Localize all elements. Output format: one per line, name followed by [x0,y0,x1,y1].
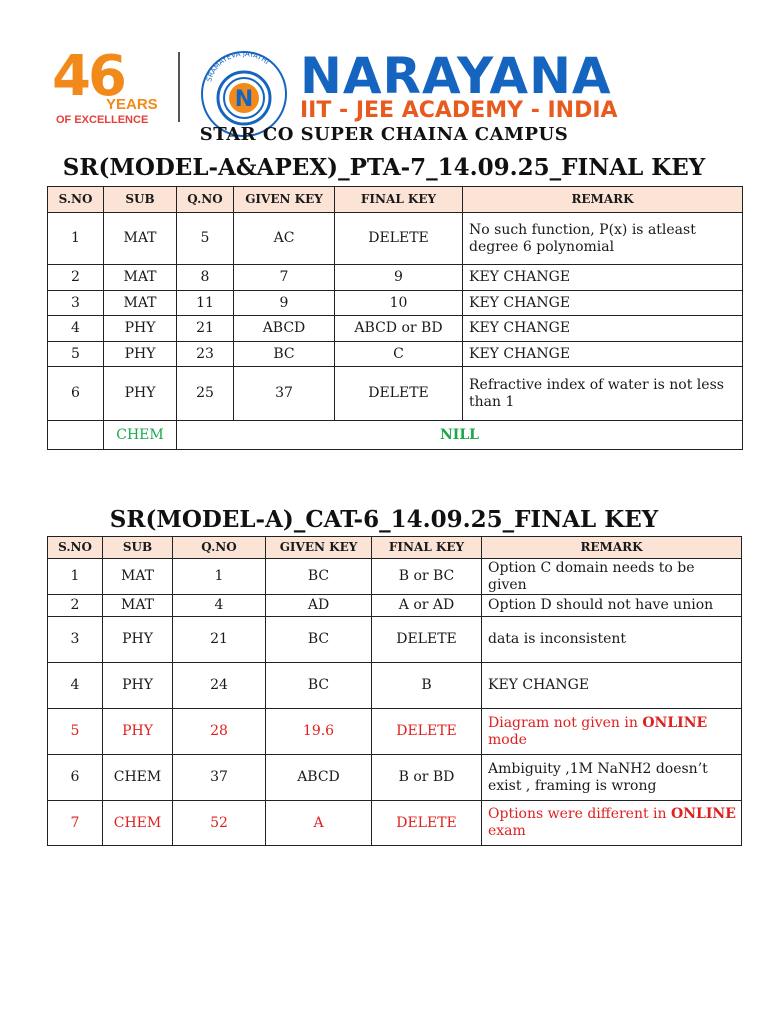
col-qno: Q.NO [177,187,234,213]
cell-sub: PHY [103,709,173,755]
table-row [48,617,742,663]
remark-online: ONLINE [642,714,708,731]
remark-online: ONLINE [671,806,736,822]
cell-remark [482,801,742,846]
col-given-key: GIVEN KEY [266,537,372,559]
cell-sno: 5 [48,342,104,367]
campus-name: STAR CO SUPER CHAINA CAMPUS [199,124,569,145]
cell-given-key: AD [266,595,372,617]
cell-remark [482,709,742,755]
col-sub: SUB [103,537,173,559]
table-row [48,755,742,801]
cell-given-key: 7 [234,265,335,291]
cell-remark: KEY CHANGE [482,663,742,709]
cell-final-key: DELETE [335,213,463,265]
cell-given-key: ABCD [234,316,335,342]
cell-sno: 3 [48,291,104,316]
cell-remark: No such function, P(x) is atleast degree 6 polynomial [463,213,743,265]
table2-title: SR(MODEL-A)_CAT-6_14.09.25_FINAL KEY [109,506,659,533]
cell-qno: 28 [173,709,266,755]
remark-text: Options were different in [488,806,672,822]
academy-name: IIT - JEE ACADEMY - INDIA [300,98,618,123]
cell-sub: MAT [103,595,173,617]
logo-number: 46 [52,44,124,109]
table-header-row [48,187,743,213]
cell-qno: 1 [173,559,266,595]
cell-final-key: DELETE [335,367,463,421]
cell-remark: Option D should not have union [482,595,742,617]
cell-sub: CHEM [103,755,173,801]
col-given-key: GIVEN KEY [234,187,335,213]
cell-sno: 7 [48,801,103,846]
divider [178,52,180,122]
cell-final-key: ABCD or BD [335,316,463,342]
table1-title: SR(MODEL-A&APEX)_PTA-7_14.09.25_FINAL KEY [62,154,706,181]
cell-given-key: 37 [234,367,335,421]
cell-sub: PHY [103,663,173,709]
table-row [48,265,743,291]
seal-motto: SRAMAYEVA JAYATHI [205,50,271,83]
cell-remark: KEY CHANGE [463,265,743,291]
cell-sno: 3 [48,617,103,663]
pta-final-key-table [47,186,743,450]
chem-row [48,421,743,450]
cell-qno: 25 [177,367,234,421]
cell-qno: 4 [173,595,266,617]
table-row [48,213,743,265]
cell-qno: 11 [177,291,234,316]
cell-given-key: AC [234,213,335,265]
table-row [48,595,742,617]
col-sno: S.NO [48,537,103,559]
table-row-highlighted [48,801,742,846]
cell-sub-chem: CHEM [104,421,177,450]
cell-sno [48,421,104,450]
cell-given-key: A [266,801,372,846]
cell-sno: 1 [48,559,103,595]
cell-qno: 37 [173,755,266,801]
cell-remark: Refractive index of water is not less than 1 [463,367,743,421]
cell-qno: 21 [173,617,266,663]
brand-name: NARAYANA [300,47,612,105]
col-final-key: FINAL KEY [372,537,482,559]
table-row-highlighted [48,709,742,755]
col-final-key: FINAL KEY [335,187,463,213]
cell-given-key: BC [266,559,372,595]
cell-sub: MAT [104,291,177,316]
table-row [48,342,743,367]
cell-final-key: A or AD [372,595,482,617]
cell-remark: Option C domain needs to be given [482,559,742,595]
seal-letter: N [234,87,254,112]
cell-given-key: 19.6 [266,709,372,755]
cell-sno: 4 [48,316,104,342]
cell-qno: 23 [177,342,234,367]
col-sno: S.NO [48,187,104,213]
cell-remark: Ambiguity ,1M NaNH2 doesn’t exist , framing is wrong [482,755,742,801]
remark-text: Diagram not given in [488,714,643,731]
table-row [48,367,743,421]
cat-final-key-table [47,536,742,846]
cell-final-key: B or BD [372,755,482,801]
cell-sub: PHY [104,342,177,367]
cell-final-key: C [335,342,463,367]
cell-sno: 2 [48,595,103,617]
table-row [48,559,742,595]
cell-sno: 6 [48,755,103,801]
cell-remark: KEY CHANGE [463,291,743,316]
cell-sno: 2 [48,265,104,291]
logo-years: YEARS [106,96,158,113]
remark-text: exam [488,823,526,839]
cell-final-key: DELETE [372,617,482,663]
logo-excellence: OF EXCELLENCE [56,114,149,126]
cell-qno: 8 [177,265,234,291]
col-qno: Q.NO [173,537,266,559]
cell-sub: CHEM [103,801,173,846]
cell-given-key: ABCD [266,755,372,801]
cell-sno: 5 [48,709,103,755]
cell-sno: 1 [48,213,104,265]
remark-text: mode [488,731,527,748]
cell-sub: PHY [104,367,177,421]
cell-final-key: 9 [335,265,463,291]
cell-given-key: BC [234,342,335,367]
col-remark: REMARK [463,187,743,213]
table-row [48,291,743,316]
cell-final-key: B [372,663,482,709]
cell-given-key: BC [266,663,372,709]
table-header-row [48,537,742,559]
cell-sno: 6 [48,367,104,421]
cell-qno: 5 [177,213,234,265]
cell-remark: data is inconsistent [482,617,742,663]
cell-remark: KEY CHANGE [463,342,743,367]
table-row [48,316,743,342]
col-sub: SUB [104,187,177,213]
cell-given-key: 9 [234,291,335,316]
cell-qno: 24 [173,663,266,709]
cell-final-key: 10 [335,291,463,316]
cell-nill: NILL [177,421,743,450]
cell-qno: 52 [173,801,266,846]
cell-final-key: DELETE [372,801,482,846]
col-remark: REMARK [482,537,742,559]
cell-sub: MAT [104,213,177,265]
cell-sub: MAT [103,559,173,595]
cell-given-key: BC [266,617,372,663]
anniversary-logo [50,44,168,126]
cell-qno: 21 [177,316,234,342]
cell-sub: PHY [104,316,177,342]
cell-sub: MAT [104,265,177,291]
cell-final-key: DELETE [372,709,482,755]
table-row [48,663,742,709]
cell-sno: 4 [48,663,103,709]
cell-sub: PHY [103,617,173,663]
cell-remark: KEY CHANGE [463,316,743,342]
cell-final-key: B or BC [372,559,482,595]
